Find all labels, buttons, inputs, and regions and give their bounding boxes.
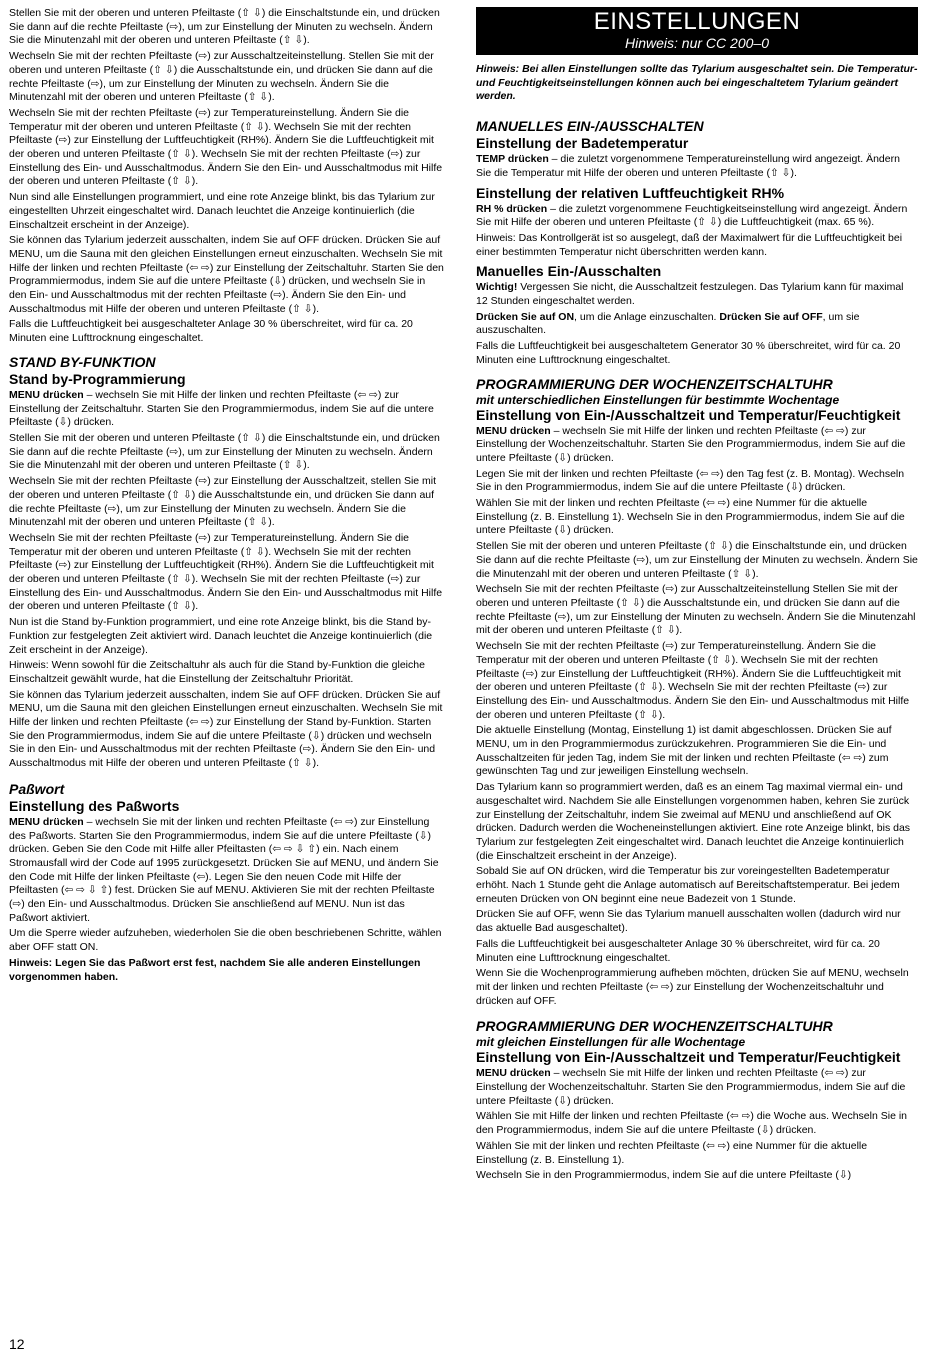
subheading-standby-programming: Stand by-Programmierung [9,370,186,387]
paragraph: Hinweis: Wenn sowohl für die Zeitschaltuhr als auch für die Stand by-Funktion die gleiche Einschaltzeit gewählt wurde, hat die Einstellung der Zeitschaltuhr Priorität. [9,659,425,685]
paragraph [9,389,445,430]
paragraph: Hinweis: Das Kontrollgerät ist so ausgelegt, daß der Maximalwert für die Luftfeuchtigkeit bei einer bestimmten Temperatur nicht überschritten werden kann. [476,231,903,258]
settings-banner [476,7,918,55]
paragraph: Sie können das Tylarium jederzeit ausschalten, indem Sie auf OFF drücken. Drücken Sie auf MENU, um die Sauna mit den gleichen Einstellungen erneut einzuschalten. Wechseln Sie mit Hilfe der linken und rechten Pfeiltaste (⇦ ⇨) zur Einstellung der Stand by-Funktion. Starten Sie den Programmiermodus, indem Sie auf die untere Pfeiltaste (⇩) drücken und wechseln Sie in den Ein- und Ausschaltmodus mit der rechten Pfeiltaste (⇨). Ändern Sie den Ein- und Ausschaltmodus mit Hilfe der oberen und unteren Pfeiltaste (⇧ ⇩). [9,688,443,770]
bold-lead: MENU drücken [9,388,84,401]
paragraph: Wechseln Sie mit der rechten Pfeiltaste (⇨) zur Ausschaltzeiteinstellung. Stellen Sie mit der oberen und unteren Pfeiltaste (⇧ ⇩) die Ausschaltstunde ein, und drücken Sie dann auf die rechte Pfeiltaste (⇨), um zur Einstellung der Minuten zu wechseln. Ändern Sie die Minutenzahl mit der oberen und unteren Pfeiltaste (⇧ ⇩). [9,50,434,104]
page-number: 12 [9,1336,25,1352]
paragraph: Um die Sperre wieder aufzuheben, wiederholen Sie die oben beschriebenen Schritte, wählen aber OFF statt ON. [9,927,442,954]
paragraph: Wechseln Sie mit der rechten Pfeiltaste (⇨) zur Temperatureinstellung. Ändern Sie die Temperatur mit der oberen und unteren Pfeiltaste (⇧ ⇩). Wechseln Sie mit der rechten Pfeiltaste (⇨) zur Einstellung der Luftfeuchtigkeit (RH%). Ändern Sie die Luftfeuchtigkeit mit der oberen und unteren Pfeiltaste (⇧ ⇩). Wechseln Sie mit der rechten Pfeiltaste (⇨) zur Einstellung des Ein- und Ausschaltmodus. Ändern Sie den Ein- und Ausschaltmodus mit Hilfe der oberen und unteren Pfeiltaste (⇧ ⇩). [476,640,910,721]
subheading-weekly-2-setting: Einstellung von Ein-/Ausschaltzeit und Temperatur/Feuchtigkeit [476,1049,901,1066]
bold-lead: RH % drücken [476,202,548,215]
paragraph [9,816,445,926]
section-heading-standby: STAND BY-FUNKTION [9,353,156,370]
paragraph: Wechseln Sie mit der rechten Pfeiltaste (⇨) zur Ausschaltzeiteinstellung Stellen Sie mit der oberen und unteren Pfeiltaste (⇧ ⇩) die Ausschaltstunde ein, und drücken Sie dann auf die rechte Pfeiltaste (⇨), um zur Einstellung der Minuten zu wechseln. Ändern Sie die Minutenzahl mit der oberen und unteren Pfeiltaste (⇧ ⇩). [476,583,916,637]
banner-subtitle: Hinweis: nur CC 200–0 [625,35,769,51]
paragraph-text: – wechseln Sie mit Hilfe der linken und rechten Pfeiltaste (⇦ ⇨) zur Einstellung der Wochenzeitschaltuhr. Starten Sie den Programmiermodus, indem Sie auf die untere Pfeiltaste (⇩) drücken. [476,424,906,464]
paragraph: Nun sind alle Einstellungen programmiert, und eine rote Anzeige blinkt, bis das Tylarium zur eingestellten Uhrzeit eingeschaltet wird. Danach leuchtet die Anzeige kontinuierlich (die Einschaltzeit erscheint in der Anzeige). [9,191,435,231]
banner-title: EINSTELLUNGEN [593,8,801,35]
section-heading-weekly-2: PROGRAMMIERUNG DER WOCHENZEITSCHALTUHR [476,1018,833,1035]
paragraph: Wechseln Sie mit der rechten Pfeiltaste (⇨) zur Temperatureinstellung. Ändern Sie die Temperatur mit der oberen und unteren Pfeiltaste (⇧ ⇩). Wechseln Sie mit der rechten Pfeiltaste (⇨) zur Einstellung der Luftfeuchtigkeit (RH%). Ändern Sie die Luftfeuchtigkeit mit der oberen und unteren Pfeiltaste (⇧ ⇩). Wechseln Sie mit der rechten Pfeiltaste (⇨) zur Einstellung des Ein- und Ausschaltmodus. Ändern Sie den Ein- und Ausschaltmodus mit Hilfe der oberen und unteren Pfeiltaste (⇧ ⇩). [9,106,443,188]
paragraph: Wählen Sie mit der linken und rechten Pfeiltaste (⇦ ⇨) eine Nummer für die aktuelle Einstellung (z. B. Einstellung 1). [476,1139,868,1166]
paragraph: Wählen Sie mit der linken und rechten Pfeiltaste (⇦ ⇨) eine Nummer für die aktuelle Einstellung (z. B. Einstellung 1). Wechseln Sie in den Programmiermodus, indem Sie auf die untere Pfeiltaste (⇩) drücken. [476,497,905,537]
paragraph: Stellen Sie mit der oberen und unteren Pfeiltaste (⇧ ⇩) die Einschaltstunde ein, und drücken Sie dann auf die rechte Pfeiltaste (⇨), um zur Einstellung der Minuten zu wechseln. Ändern Sie die Minutenzahl mit der oberen und unteren Pfeiltaste (⇧ ⇩). [9,7,440,47]
password-note: Hinweis: Legen Sie das Paßwort erst fest, nachdem Sie alle anderen Einstellungen vorgenommen haben. [9,956,421,983]
paragraph [476,1067,918,1108]
paragraph: Legen Sie mit der linken und rechten Pfeiltaste (⇦ ⇨) den Tag fest (z. B. Montag). Wechseln Sie in den Programmiermodus, indem Sie auf die untere Pfeiltaste (⇩) drücken. [476,467,905,494]
bold-lead: MENU drücken [476,1067,551,1080]
paragraph: Stellen Sie mit der oberen und unteren Pfeiltaste (⇧ ⇩) die Einschaltstunde ein, und drücken Sie dann auf die rechte Pfeiltaste (⇨), um zur Einstellung der Minuten zu wechseln. Ändern Sie die Minutenzahl mit der oberen und unteren Pfeiltaste (⇧ ⇩). [476,540,918,580]
paragraph: Falls die Luftfeuchtigkeit bei ausgeschalteter Anlage 30 % überschreitet, wird für ca. 20 Minuten eine Lufttrocknung eingeschaltet. [476,937,880,964]
section-heading-password: Paßwort [9,780,65,797]
subheading-bath-temperature: Einstellung der Badetemperatur [476,135,689,152]
paragraph: Wechseln Sie in den Programmiermodus, indem Sie auf die untere Pfeiltaste (⇩) [476,1169,852,1182]
paragraph-text: – die zuletzt vorgenommene Temperatureinstellung wird angezeigt. Ändern Sie die Temperatur mit Hilfe der oberen und unteren Pfeiltaste (⇧ ⇩). [476,153,900,179]
paragraph [476,203,918,230]
paragraph: Wechseln Sie mit der rechten Pfeiltaste (⇨) zur Einstellung der Ausschaltzeit, stellen Sie mit der oberen und unteren Pfeiltaste (⇧ ⇩) die Ausschaltstunde ein, und drücken Sie dann auf die rechte Pfeiltaste (⇨), um zur Einstellung der Minuten zu wechseln. Ändern Sie die Minutenzahl mit der oberen und unteren Pfeiltaste (⇧ ⇩). [9,475,437,529]
right-column [476,7,918,1185]
paragraph: Sie können das Tylarium jederzeit ausschalten, indem Sie auf OFF drücken. Drücken Sie auf MENU, um die Sauna mit den gleichen Einstellungen erneut einzuschalten. Wechseln Sie mit Hilfe der linken und rechten Pfeiltaste (⇦ ⇨) zur Einstellung der Zeitschaltuhr. Starten Sie den Programmiermodus, indem Sie auf die untere Pfeiltaste (⇩) drücken, und wechseln Sie in den Ein- und Ausschaltmodus mit der rechten Pfeiltaste (⇨). Ändern Sie den Ein- und Ausschaltmodus mit Hilfe der oberen und unteren Pfeiltaste (⇧ ⇩). [9,234,444,315]
bold-lead: MENU drücken [476,424,551,437]
paragraph-text: – wechseln Sie mit der linken und rechten Pfeiltaste (⇦ ⇨) zur Einstellung des Paßworts. Starten Sie den Programmiermodus, indem Sie auf die untere Pfeiltaste (⇩) drücken. Geben Sie den Code mit Hilfe aller Pfeiltasten (⇦ ⇨ ⇩ ⇧) ein. Nach einem Stromausfall wird der Code auf 1995 zurückgesetzt. Drücken Sie auf MENU, und ändern Sie den Code mit Hilfe der linken Pfeiltaste (⇦). Legen Sie den neuen Code mit Hilfe der Pfeiltasten (⇦ ⇨ ⇩ ⇧) fest. Drücken Sie auf MENU. Aktivieren Sie mit der rechten Pfeiltaste (⇨) den Ein- und Ausschaltmodus. Drücken Sie anschließend auf MENU. Nun ist das Paßwort aktiviert. [9,815,439,924]
section-heading-manual: MANUELLES EIN-/AUSSCHALTEN [476,118,704,135]
subheading-weekly-1-setting: Einstellung von Ein-/Ausschaltzeit und Temperatur/Feuchtigkeit [476,406,901,423]
paragraph: Nun ist die Stand by-Funktion programmiert, und eine rote Anzeige blinkt, bis die Stand by-Funktion zur festgelegten Zeit aktiviert wird. Danach leuchtet die Anzeige kontinuierlich (die Zeit erscheint in der Anzeige). [9,616,433,656]
bold-lead: Wichtig! [476,281,518,294]
paragraph: Die aktuelle Einstellung (Montag, Einstellung 1) ist damit abgeschlossen. Drücken Sie auf MENU, um in den Programmiermodus zurückzukehren. Programmieren Sie die Ein- und Ausschaltzeiten für jeden Tag, indem Sie mit der linken und rechten Pfeiltaste (⇦ ⇨) zum gewünschten Tag und zur jeweiligen Einstellung wechseln. [476,724,892,778]
paragraph-text: – die zuletzt vorgenommene Feuchtigkeitseinstellung wird angezeigt. Ändern Sie mit Hilfe der oberen und unteren Pfeiltaste (⇧ ⇩) die Luftfeuchtigkeit (max. 65 %). [476,202,908,229]
paragraph: Wechseln Sie mit der rechten Pfeiltaste (⇨) zur Temperatureinstellung. Ändern Sie die Temperatur mit der oberen und unteren Pfeiltaste (⇧ ⇩). Wechseln Sie mit der rechten Pfeiltaste (⇨) zur Einstellung der Luftfeuchtigkeit (RH%). Ändern Sie die Luftfeuchtigkeit mit der oberen und unteren Pfeiltaste (⇧ ⇩). Wechseln Sie mit der rechten Pfeiltaste (⇨) zur Einstellung des Ein- und Ausschaltmodus. Ändern Sie den Ein- und Ausschaltmodus mit Hilfe der oberen und unteren Pfeiltaste (⇧ ⇩). [9,531,443,613]
paragraph: Sobald Sie auf ON drücken, wird die Temperatur bis zur voreingestellten Badetemperatur erhöht. Nach 1 Stunde geht die Anlage automatisch auf Bereitschaftstemperatur. Bei jedem erneuten Drücken von ON beginnt eine neue Badezeit von 1 Stunde. [476,865,900,905]
paragraph: Drücken Sie auf OFF, wenn Sie das Tylarium manuell ausschalten wollen (dadurch wird nur das aktuelle Bad ausgeschaltet). [476,908,901,935]
paragraph-text: – wechseln Sie mit Hilfe der linken und rechten Pfeiltaste (⇦ ⇨) zur Einstellung der Wochenzeitschaltuhr. Starten Sie den Programmiermodus, indem Sie auf die untere Pfeiltaste (⇩) drücken. [476,1067,906,1107]
bold-lead: Drücken Sie auf OFF [719,310,823,323]
subheading-manual-onoff: Manuelles Ein-/Ausschalten [476,263,662,280]
paragraph [476,425,918,466]
subheading-humidity: Einstellung der relativen Luftfeuchtigkeit RH% [476,184,785,201]
bold-lead: MENU drücken [9,815,84,828]
section-heading-weekly-1: PROGRAMMIERUNG DER WOCHENZEITSCHALTUHR [476,375,833,392]
paragraph: Falls die Luftfeuchtigkeit bei ausgeschaltetem Generator 30 % überschreitet, wird für ca. 20 Minuten eine Lufttrocknung eingeschaltet. [476,340,901,366]
bold-lead: TEMP drücken [476,153,549,166]
paragraph: Wählen Sie mit Hilfe der linken und rechten Pfeiltaste (⇦ ⇨) die Woche aus. Wechseln Sie in den Programmiermodus, indem Sie auf die untere Pfeiltaste (⇩) drücken. [476,1110,907,1137]
paragraph: Das Tylarium kann so programmiert werden, daß es an einem Tag maximal viermal ein- und ausgeschaltet wird. Nachdem Sie alle Einstellungen vorgenommen haben, kehren Sie zurück zur Einstellung der Zeitschaltuhr, indem Sie zweimal auf MENU und anschließend auf OK drücken. Dadurch werden die Wocheneinstellungen aktiviert. Eine rote Anzeige blinkt, bis das Tylarium zur festgelegten Zeit eingeschaltet wird. Danach leuchtet die Anzeige kontinuierlich (die Einschaltzeit erscheint in der Anzeige). [476,781,911,862]
paragraph-text: , um die Anlage einzuschalten. [574,310,720,323]
bold-lead: Drücken Sie auf ON [476,310,575,323]
settings-note: Hinweis: Bei allen Einstellungen sollte das Tylarium ausgeschaltet sein. Die Temperatur- und Feuchtigkeitseinstellungen können auch bei eingeschaltetem Tylarium geändert werden. [476,63,918,103]
paragraph-text: , um sie auszuschalten. [476,310,860,337]
paragraph [476,153,918,180]
subheading-weekly-2-note: mit gleichen Einstellungen für alle Wochentage [476,1035,746,1050]
paragraph: Stellen Sie mit der oberen und unteren Pfeiltaste (⇧ ⇩) die Einschaltstunde ein, und drücken Sie dann auf die rechte Pfeiltaste (⇨), um zur Einstellung der Minuten zu wechseln. Ändern Sie die Minutenzahl mit der oberen und unteren Pfeiltaste (⇧ ⇩). [9,431,440,472]
paragraph [476,281,918,308]
paragraph [476,311,918,338]
paragraph: Falls die Luftfeuchtigkeit bei ausgeschalteter Anlage 30 % überschreitet, wird für ca. 20 Minuten eine Lufttrocknung eingeschaltet. [9,318,413,345]
paragraph-text: Vergessen Sie nicht, die Ausschaltzeit festzulegen. Das Tylarium kann für maximal 12 Stunden eingeschaltet werden. [476,281,904,308]
subheading-password-setting: Einstellung des Paßworts [9,797,180,814]
subheading-weekly-1-note: mit unterschiedlichen Einstellungen für bestimmte Wochentage [476,392,840,407]
paragraph: Wenn Sie die Wochenprogrammierung aufheben möchten, drücken Sie auf MENU, wechseln mit der linken und rechten Pfeiltaste (⇦ ⇨) zur Einstellung der Wochenzeitschaltuhr und drücken auf OFF. [476,967,909,1007]
left-column [9,7,445,986]
paragraph-text: – wechseln Sie mit Hilfe der linken und rechten Pfeiltaste (⇦ ⇨) zur Einstellung der Zeitschaltuhr. Starten Sie den Programmiermodus, indem Sie auf die untere Pfeiltaste (⇩) drücken. [9,388,434,429]
